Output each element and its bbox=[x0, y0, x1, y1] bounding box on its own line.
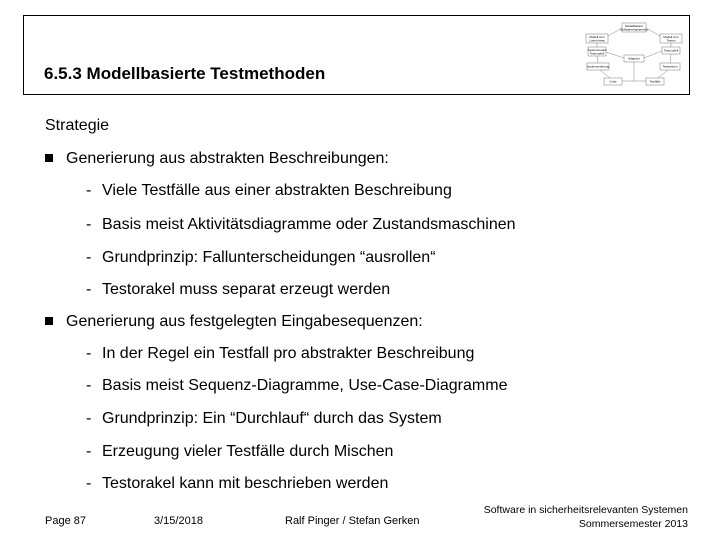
bullet-item bbox=[45, 313, 423, 331]
footer-course-line2: Sommersemester 2013 bbox=[578, 518, 688, 530]
sub-item-text: Basis meist Sequenz-Diagramme, Use-Case-Diagramme bbox=[102, 377, 508, 394]
diagram-right-bottom: Testfälle bbox=[649, 79, 661, 84]
bullet-text: Generierung aus abstrakten Beschreibungen: bbox=[66, 150, 389, 167]
diagram-right-mid-1: Testmodell bbox=[663, 48, 679, 53]
dash-icon: - bbox=[86, 281, 92, 298]
square-bullet-icon bbox=[45, 154, 53, 162]
diagram-left-mid-1: Systemmodell bbox=[587, 48, 607, 52]
model-diagram-thumbnail bbox=[584, 22, 684, 92]
dash-icon: - bbox=[86, 345, 92, 362]
footer-date: 3/15/2018 bbox=[154, 515, 203, 527]
sub-item-text: Basis meist Aktivitätsdiagramme oder Zustandsmaschinen bbox=[102, 216, 516, 233]
diagram-left-top-1: Modell zum bbox=[589, 35, 605, 39]
sub-item-text: Grundprinzip: Fallunterscheidungen “ausrollen“ bbox=[102, 249, 436, 266]
sub-item bbox=[86, 182, 452, 200]
sub-item bbox=[86, 377, 507, 395]
sub-item-text: Grundprinzip: Ein “Durchlauf“ durch das System bbox=[102, 410, 442, 427]
footer-course bbox=[484, 503, 688, 531]
diagram-top-label-2: Softwareengineering bbox=[620, 27, 648, 32]
sub-item-text: Erzeugung vieler Testfälle durch Mischen bbox=[102, 443, 394, 460]
slide-title: 6.5.3 Modellbasierte Testmethoden bbox=[44, 64, 326, 83]
diagram-left-mid-2: Testmodell bbox=[589, 51, 605, 56]
sub-item-text: Testorakel kann mit beschrieben werden bbox=[102, 475, 389, 492]
dash-icon: - bbox=[86, 182, 92, 199]
diagram-right-top-1: Modell zum bbox=[663, 35, 679, 39]
dash-icon: - bbox=[86, 249, 92, 266]
dash-icon: - bbox=[86, 410, 92, 427]
dash-icon: - bbox=[86, 377, 92, 394]
sub-item bbox=[86, 345, 474, 363]
footer-course-line1: Software in sicherheitsrelevanten Systemen bbox=[483, 504, 688, 516]
diagram-top-label-1: Modellbasiert bbox=[625, 24, 643, 28]
footer-authors: Ralf Pinger / Stefan Gerken bbox=[285, 515, 420, 527]
header-box bbox=[23, 15, 690, 95]
footer-page-number: Page 87 bbox=[45, 515, 86, 527]
sub-item bbox=[86, 410, 442, 428]
sub-item-text: Testorakel muss separat erzeugt werden bbox=[102, 281, 391, 298]
sub-item bbox=[86, 249, 436, 267]
diagram-left-low-1: Implementierung bbox=[586, 64, 610, 69]
bullet-item bbox=[45, 150, 389, 168]
sub-item bbox=[86, 281, 390, 299]
dash-icon: - bbox=[86, 443, 92, 460]
sub-item bbox=[86, 216, 516, 234]
bullet-text: Generierung aus festgelegten Eingabesequenzen: bbox=[66, 313, 423, 330]
sub-item-text: In der Regel ein Testfall pro abstrakter Beschreibung bbox=[102, 345, 475, 362]
dash-icon: - bbox=[86, 475, 92, 492]
diagram-left-top-2: Lösen etwa bbox=[589, 38, 605, 43]
dash-icon: - bbox=[86, 216, 92, 233]
diagram-left-bottom: Code bbox=[609, 79, 617, 84]
diagram-center: Adaption bbox=[628, 56, 640, 61]
sub-item bbox=[86, 443, 393, 461]
diagram-right-top-2: Testen bbox=[666, 38, 676, 43]
diagram-right-low-1: Testsystem bbox=[662, 64, 678, 69]
square-bullet-icon bbox=[45, 317, 53, 325]
sub-item-text: Viele Testfälle aus einer abstrakten Beschreibung bbox=[102, 182, 452, 199]
section-label: Strategie bbox=[45, 117, 110, 134]
sub-item bbox=[86, 475, 388, 493]
